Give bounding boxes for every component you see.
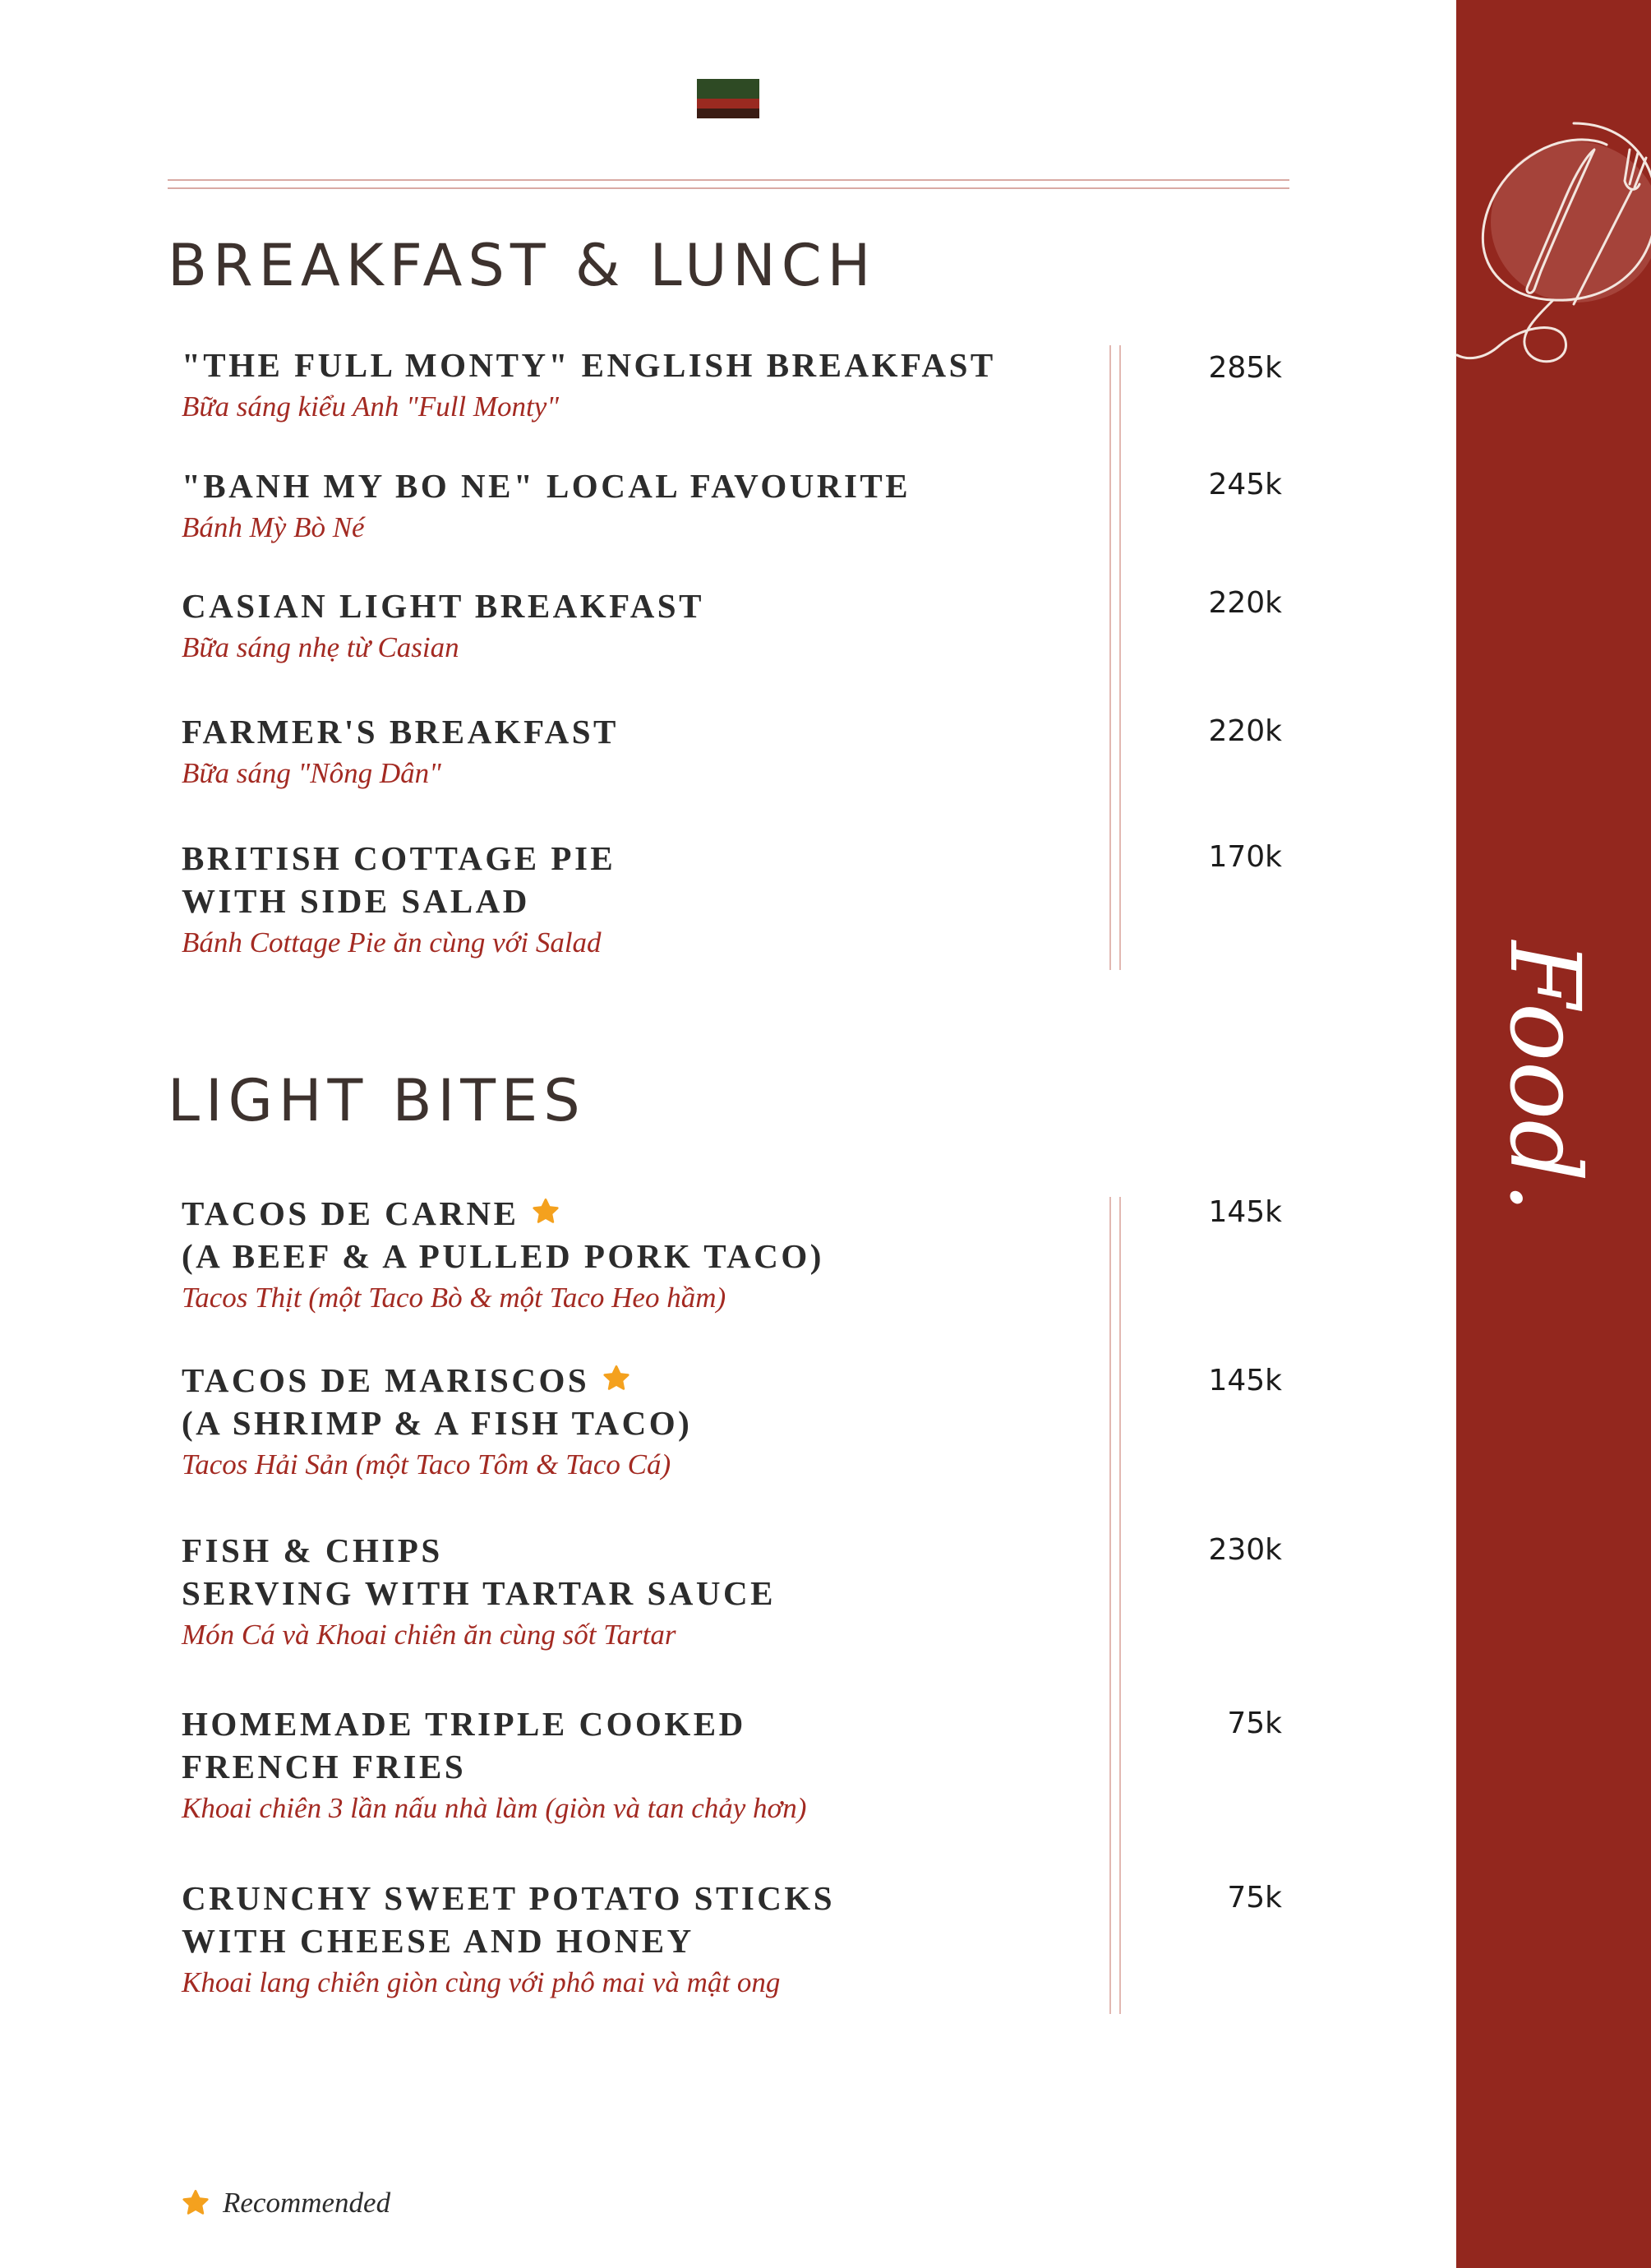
item-description-vn: Bánh Cottage Pie ăn cùng với Salad [182,926,602,958]
top-rule [168,179,1289,181]
item-name: CASIAN LIGHT BREAKFAST [182,587,704,625]
item-price: 220k [1208,586,1282,620]
section-title-breakfast-lunch: BREAKFAST & LUNCH [168,232,877,299]
plate-cutlery-icon [1450,99,1651,395]
column-divider [1119,345,1121,970]
item-price: 145k [1208,1364,1282,1397]
menu-item [182,710,1086,792]
menu-item [182,837,1086,962]
menu-item [182,344,1086,426]
item-name: HOMEMADE TRIPLE COOKED [182,1705,746,1743]
section-title-light-bites: LIGHT BITES [168,1067,586,1134]
side-label: Food. [1488,940,1602,1213]
item-name: CRUNCHY SWEET POTATO STICKS [182,1879,836,1917]
top-rule-second [168,187,1289,189]
menu-item [182,1192,1086,1317]
star-icon [180,2188,211,2218]
item-name-line-2: FRENCH FRIES [182,1748,467,1785]
item-description-vn: Khoai chiên 3 lần nấu nhà làm (giòn và tan chảy hơn) [182,1792,807,1824]
item-name: TACOS DE CARNE [182,1192,1086,1235]
item-name: "THE FULL MONTY" ENGLISH BREAKFAST [182,346,996,384]
item-name: BRITISH COTTAGE PIE [182,839,616,877]
item-name-line-2: WITH SIDE SALAD [182,882,530,920]
item-name-line-2: WITH CHEESE AND HONEY [182,1922,694,1960]
item-name: FISH & CHIPS [182,1531,443,1569]
item-name-line-2: (A BEEF & A PULLED PORK TACO) [182,1237,824,1275]
item-price: 220k [1208,714,1282,748]
column-divider [1109,1197,1111,2014]
column-divider [1119,1197,1121,2014]
item-description-vn: Bữa sáng kiểu Anh "Full Monty" [182,390,560,423]
menu-item [182,584,1086,667]
star-icon [601,1364,632,1393]
menu-item [182,1877,1086,2002]
star-icon [530,1197,561,1226]
item-name-line-2: (A SHRIMP & A FISH TACO) [182,1404,693,1442]
column-divider [1109,345,1111,970]
legend-label: Recommended [223,2187,391,2219]
item-name-line-2: SERVING WITH TARTAR SAUCE [182,1574,776,1612]
menu-item [182,1702,1086,1827]
item-name: "BANH MY BO NE" LOCAL FAVOURITE [182,467,911,505]
item-description-vn: Tacos Thịt (một Taco Bò & một Taco Heo hầm) [182,1282,726,1314]
item-description-vn: Bữa sáng nhẹ từ Casian [182,631,459,663]
item-name: FARMER'S BREAKFAST [182,713,619,751]
legend [180,2187,390,2219]
item-description-vn: Bữa sáng "Nông Dân" [182,757,441,789]
menu-item [182,1359,1086,1484]
item-description-vn: Khoai lang chiên giòn cùng với phô mai và mật ong [182,1966,781,1998]
item-description-vn: Tacos Hải Sản (một Taco Tôm & Taco Cá) [182,1448,671,1480]
item-price: 245k [1208,468,1282,501]
item-price: 75k [1227,1707,1282,1740]
item-name: TACOS DE MARISCOS [182,1359,1086,1402]
menu-item [182,1529,1086,1654]
item-price: 230k [1208,1533,1282,1567]
item-price: 285k [1208,351,1282,385]
item-price: 145k [1208,1195,1282,1229]
item-description-vn: Món Cá và Khoai chiên ăn cùng sốt Tartar [182,1619,676,1651]
flag-icon [697,79,759,118]
item-price: 170k [1208,840,1282,874]
item-price: 75k [1227,1881,1282,1915]
menu-item [182,464,1086,547]
item-description-vn: Bánh Mỳ Bò Né [182,511,365,543]
